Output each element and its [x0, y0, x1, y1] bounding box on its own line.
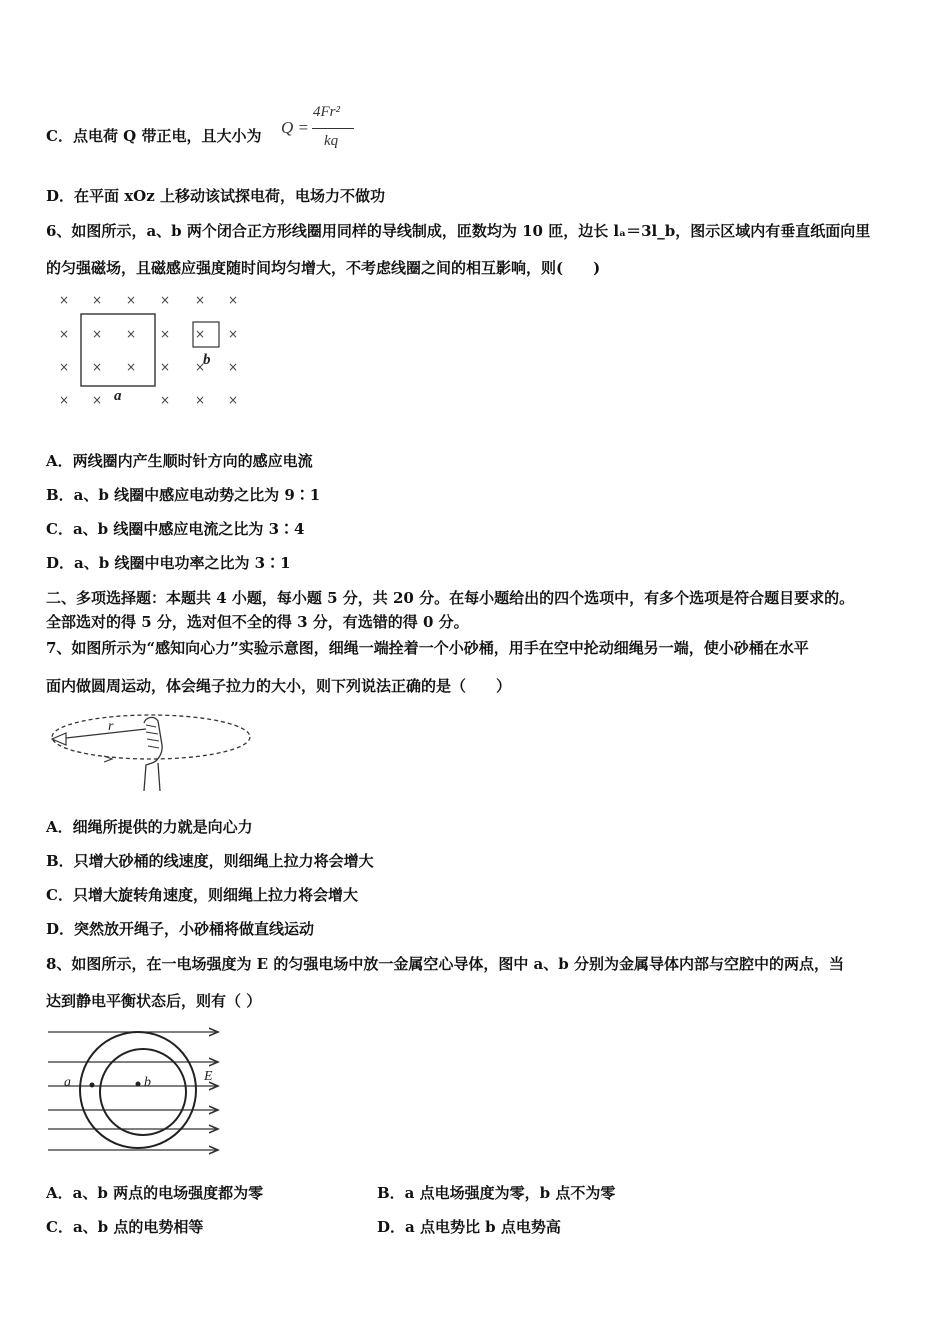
- field-cross-icon: ×: [159, 393, 171, 407]
- field-cross-icon: ×: [91, 327, 103, 341]
- q6-stem-line1: 6、如图所示，a、b 两个闭合正方形线圈用同样的导线制成，匝数均为 10 匝，边长 lₐ＝3l_b，图示区域内有垂直纸面向里: [46, 222, 871, 240]
- coil-b-label: b: [203, 352, 211, 368]
- section2-line1: 二、多项选择题：本题共 4 小题，每小题 5 分，共 20 分。在每小题给出的四个选项中，有多个选项是符合题目要求的。: [46, 589, 855, 607]
- field-cross-icon: ×: [125, 360, 137, 374]
- field-cross-icon: ×: [194, 293, 206, 307]
- field-cross-icon: ×: [159, 360, 171, 374]
- q5-formula-lhs: Q =: [281, 118, 309, 137]
- point-b: [136, 1082, 141, 1087]
- field-cross-icon: ×: [159, 293, 171, 307]
- q8-stem-line1: 8、如图所示，在一电场强度为 E 的匀强电场中放一金属空心导体，图中 a、b 分别为金属导体内部与空腔中的两点，当: [46, 955, 844, 973]
- q7-centripetal-figure: [46, 705, 256, 795]
- field-cross-icon: ×: [227, 293, 239, 307]
- point-b-label: b: [144, 1075, 151, 1090]
- q6-option-d: D．a、b 线圈中电功率之比为 3∶1: [46, 554, 291, 572]
- q5-option-d: D．在平面 xOz 上移动该试探电荷，电场力不做功: [46, 187, 385, 205]
- q7-option-b: B．只增大砂桶的线速度，则细绳上拉力将会增大: [46, 852, 374, 870]
- field-cross-icon: ×: [125, 293, 137, 307]
- radius-label: r: [108, 719, 114, 734]
- field-cross-icon: ×: [91, 293, 103, 307]
- field-cross-icon: ×: [227, 327, 239, 341]
- fingers: [146, 725, 159, 748]
- point-a: [90, 1083, 95, 1088]
- q8-conductor-figure: [44, 1024, 234, 1159]
- field-cross-icon: ×: [194, 360, 206, 374]
- q7-stem-line1: 7、如图所示为“感知向心力”实验示意图，细绳一端拴着一个小砂桶，用手在空中抡动细绳另一端，使小砂桶在水平: [46, 639, 809, 657]
- field-cross-icon: ×: [91, 360, 103, 374]
- coil-a: [81, 314, 155, 386]
- q8-stem-line2: 达到静电平衡状态后，则有（ ）: [46, 992, 262, 1010]
- hand-icon: [144, 717, 162, 791]
- field-E-label: E: [204, 1069, 213, 1084]
- q6-option-b: B．a、b 线圈中感应电动势之比为 9∶1: [46, 486, 321, 504]
- point-a-label: a: [64, 1075, 71, 1090]
- coil-a-label: a: [114, 388, 122, 404]
- q5-formula-denominator: kq: [324, 133, 339, 149]
- field-cross-icon: ×: [194, 393, 206, 407]
- field-cross-icon: ×: [58, 293, 70, 307]
- q7-stem-line2: 面内做圆周运动，体会绳子拉力的大小，则下列说法正确的是（ ）: [46, 677, 512, 695]
- q7-option-c: C．只增大旋转角速度，则细绳上拉力将会增大: [46, 886, 358, 904]
- q7-option-a: A．细绳所提供的力就是向心力: [46, 818, 253, 836]
- q6-stem-line2: 的匀强磁场，且磁感应强度随时间均匀增大，不考虑线圈之间的相互影响，则( ): [46, 259, 601, 277]
- field-cross-icon: ×: [227, 360, 239, 374]
- field-cross-icon: ×: [159, 327, 171, 341]
- field-cross-icon: ×: [58, 393, 70, 407]
- q8-option-c: C．a、b 点的电势相等: [46, 1218, 204, 1236]
- field-cross-icon: ×: [91, 393, 103, 407]
- q6-option-a: A．两线圈内产生顺时针方向的感应电流: [46, 452, 313, 470]
- q6-option-c: C．a、b 线圈中感应电流之比为 3∶4: [46, 520, 305, 538]
- field-cross-icon: ×: [58, 360, 70, 374]
- field-cross-icon: ×: [58, 327, 70, 341]
- q8-option-a: A．a、b 两点的电场强度都为零: [46, 1184, 264, 1202]
- q5-formula-numerator: 4Fr²: [313, 104, 340, 120]
- field-cross-icon: ×: [227, 393, 239, 407]
- q5-formula-fraction-bar: [312, 128, 354, 129]
- field-cross-icon: ×: [125, 327, 137, 341]
- section2-line2: 全部选对的得 5 分，选对但不全的得 3 分，有选错的得 0 分。: [46, 613, 469, 631]
- q5-option-c: C．点电荷 Q 带正电，且大小为: [46, 127, 262, 145]
- q7-option-d: D．突然放开绳子，小砂桶将做直线运动: [46, 920, 315, 938]
- q8-option-b: B．a 点电场强度为零，b 点不为零: [377, 1184, 616, 1202]
- field-cross-icon: ×: [194, 327, 206, 341]
- q8-option-d: D．a 点电势比 b 点电势高: [377, 1218, 561, 1236]
- sand-bucket-icon: [52, 733, 66, 745]
- q6-magnetic-field-figure: [50, 288, 250, 413]
- rotation-arrow-icon: [104, 756, 112, 762]
- rope: [66, 729, 146, 738]
